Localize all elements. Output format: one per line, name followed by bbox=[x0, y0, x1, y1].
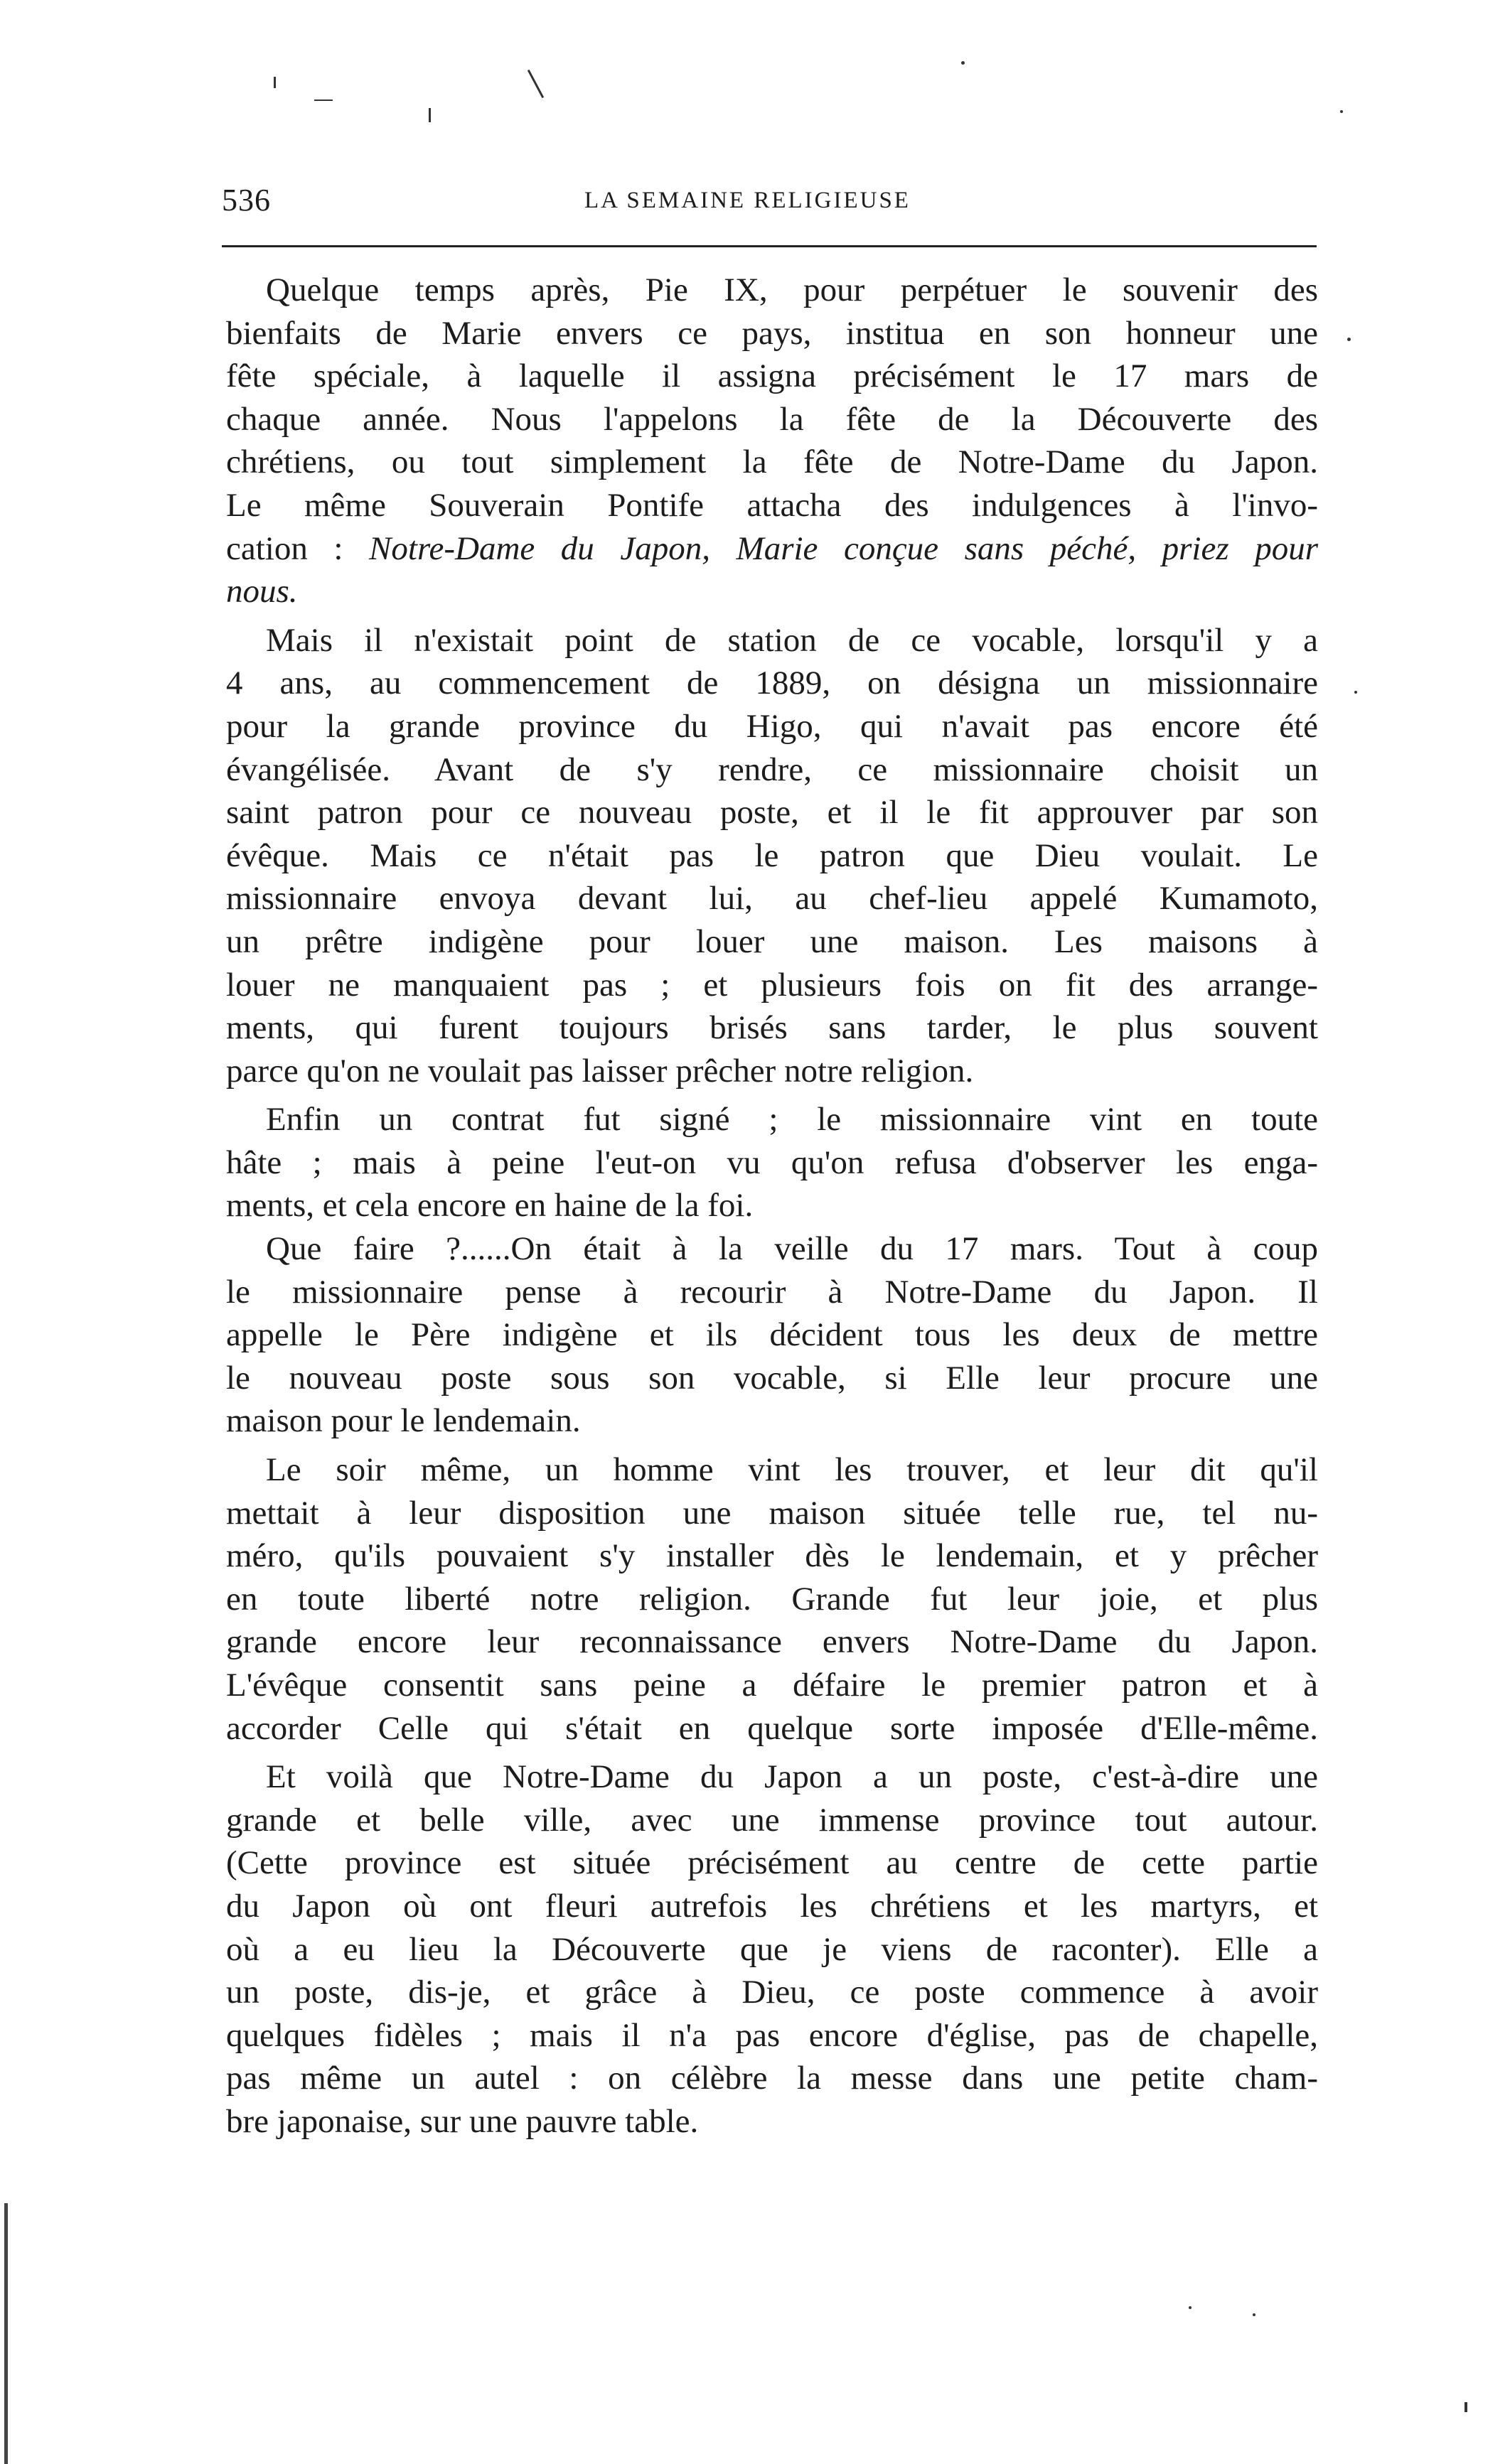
text-line: pour la grande province du Higo, qui n'avait pas encore été bbox=[226, 707, 1318, 745]
text-line: un poste, dis-je, et grâce à Dieu, ce poste commence à avoir bbox=[226, 1974, 1318, 2011]
scan-speck bbox=[1465, 2402, 1467, 2412]
scan-speck bbox=[1347, 338, 1351, 341]
text-line: pas même un autel : on célèbre la messe dans une petite cham- bbox=[226, 2060, 1318, 2097]
text-line: louer ne manquaient pas ; et plusieurs fois on fit des arrange- bbox=[226, 966, 1318, 1004]
text-line: grande encore leur reconnaissance envers Notre-Dame du Japon. bbox=[226, 1623, 1318, 1661]
invocation-end: nous. bbox=[226, 573, 298, 610]
text-line: mettait à leur disposition une maison située telle rue, tel nu- bbox=[226, 1494, 1318, 1532]
scan-speck bbox=[274, 77, 276, 88]
text-line: parce qu'on ne voulait pas laisser prêcher notre religion. bbox=[226, 1052, 974, 1090]
text-line: Enfin un contrat fut signé ; le missionnaire vint en toute bbox=[266, 1101, 1318, 1139]
text-line: fête spéciale, à laquelle il assigna précisément le 17 mars de bbox=[226, 357, 1318, 395]
text-line: quelques fidèles ; mais il n'a pas encore d'église, pas de chapelle, bbox=[226, 2016, 1318, 2054]
text-line: 4 ans, au commencement de 1889, on désigna un missionnaire bbox=[226, 665, 1318, 702]
text-line: Que faire ?......On était à la veille du 17 mars. Tout à coup bbox=[266, 1230, 1318, 1268]
text-line: grande et belle ville, avec une immense province tout autour. bbox=[226, 1801, 1318, 1839]
page-header bbox=[222, 182, 1317, 225]
text-line: méro, qu'ils pouvaient s'y installer dès le lendemain, et y prêcher bbox=[226, 1537, 1318, 1575]
paragraph bbox=[226, 1448, 1318, 1750]
text-line: Et voilà que Notre-Dame du Japon a un poste, c'est-à-dire une bbox=[266, 1758, 1318, 1796]
scan-speck bbox=[1189, 2306, 1192, 2309]
scan-speck bbox=[1340, 110, 1343, 113]
scan-speck bbox=[528, 70, 544, 98]
text-line: du Japon où ont fleuri autrefois les chrétiens et les martyrs, et bbox=[226, 1887, 1318, 1925]
header-rule bbox=[222, 245, 1317, 247]
text-line: Le même Souverain Pontife attacha des indulgences à l'invo- bbox=[226, 486, 1318, 524]
text-line: appelle le Père indigène et ils décident tous les deux de mettre bbox=[226, 1316, 1318, 1354]
text-line: hâte ; mais à peine l'eut-on vu qu'on refusa d'observer les enga- bbox=[226, 1144, 1318, 1181]
text-line: en toute liberté notre religion. Grande fut leur joie, et plus bbox=[226, 1580, 1318, 1618]
text-line: évêque. Mais ce n'était pas le patron que Dieu voulait. Le bbox=[226, 836, 1318, 874]
scan-speck bbox=[314, 99, 333, 101]
body-text bbox=[226, 269, 1318, 2143]
running-title: LA SEMAINE RELIGIEUSE bbox=[584, 188, 911, 213]
paragraph bbox=[226, 619, 1318, 1093]
text-line: Quelque temps après, Pie IX, pour perpétuer le souvenir des bbox=[266, 271, 1318, 308]
scan-speck bbox=[1354, 691, 1357, 694]
paragraph bbox=[226, 269, 1318, 613]
text-line: où a eu lieu la Découverte que je viens de raconter). Elle a bbox=[226, 1930, 1318, 1968]
paragraph bbox=[226, 1755, 1318, 2143]
scan-speck bbox=[961, 61, 965, 65]
text-line bbox=[226, 527, 1318, 571]
text-line: ments, qui furent toujours brisés sans tarder, le plus souvent bbox=[226, 1009, 1318, 1047]
scan-speck bbox=[429, 108, 431, 122]
text-line: bre japonaise, sur une pauvre table. bbox=[226, 2102, 699, 2140]
text-line: chaque année. Nous l'appelons la fête de la Découverte des bbox=[226, 400, 1318, 438]
binding-edge bbox=[4, 2203, 8, 2464]
page-number: 536 bbox=[222, 183, 271, 217]
text-line: le nouveau poste sous son vocable, si Elle leur procure une bbox=[226, 1359, 1318, 1397]
scan-speck bbox=[1253, 2313, 1255, 2316]
paragraph bbox=[226, 1227, 1318, 1443]
paragraph bbox=[226, 1098, 1318, 1227]
text-line: bienfaits de Marie envers ce pays, institua en son honneur une bbox=[226, 314, 1318, 352]
text-line: maison pour le lendemain. bbox=[226, 1402, 581, 1440]
text-line: L'évêque consentit sans peine a défaire le premier patron et à bbox=[226, 1667, 1318, 1704]
text-line: le missionnaire pense à recourir à Notre-Dame du Japon. Il bbox=[226, 1273, 1318, 1311]
text-line: ments, et cela encore en haine de la foi. bbox=[226, 1187, 754, 1225]
text-line: un prêtre indigène pour louer une maison. Les maisons à bbox=[226, 922, 1318, 960]
text-line: (Cette province est située précisément au centre de cette partie bbox=[226, 1844, 1318, 1882]
text-line: accorder Celle qui s'était en quelque sorte imposée d'Elle-même. bbox=[226, 1709, 1318, 1747]
text-line: saint patron pour ce nouveau poste, et il le fit approuver par son bbox=[226, 794, 1318, 832]
invocation-italic: Notre-Dame du Japon, Marie conçue sans péché, priez pour bbox=[369, 529, 1318, 567]
text-line: chrétiens, ou tout simplement la fête de Notre-Dame du Japon. bbox=[226, 443, 1318, 481]
text-line: évangélisée. Avant de s'y rendre, ce missionnaire choisit un bbox=[226, 751, 1318, 788]
invocation-lead: cation : bbox=[226, 529, 370, 567]
text-line: Le soir même, un homme vint les trouver, et leur dit qu'il bbox=[266, 1451, 1318, 1489]
text-line: Mais il n'existait point de station de ce vocable, lorsqu'il y a bbox=[266, 621, 1318, 659]
text-line: missionnaire envoya devant lui, au chef-lieu appelé Kumamoto, bbox=[226, 880, 1318, 918]
